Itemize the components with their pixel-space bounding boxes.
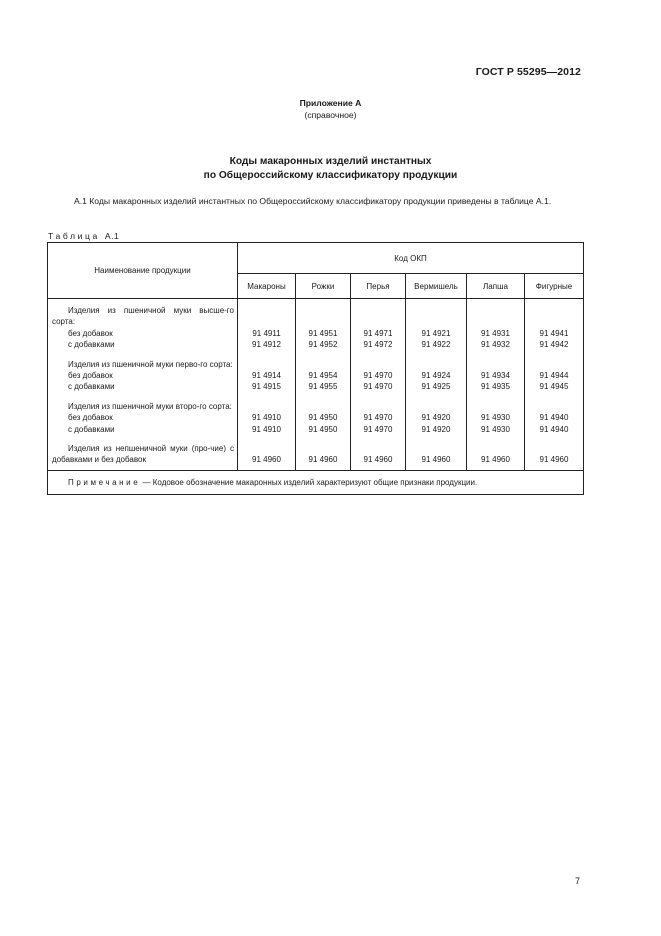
okp-code-cell: 91 4940 bbox=[525, 424, 584, 435]
table-cell bbox=[296, 393, 351, 401]
product-row-cell bbox=[48, 339, 238, 350]
okp-code-cell: 91 4970 bbox=[351, 370, 406, 381]
table-note-row bbox=[48, 470, 584, 494]
table-row bbox=[48, 370, 584, 381]
okp-code-cell: 91 4960 bbox=[238, 443, 296, 470]
product-group-title: Изделия из пшеничной муки второ-го сорта: bbox=[68, 401, 232, 411]
product-row-cell bbox=[48, 381, 238, 392]
product-group-title: Изделия из непшеничной муки (про-чие) с добавками и без добавок bbox=[52, 444, 234, 465]
okp-code-cell: 91 4921 bbox=[406, 328, 467, 339]
section-title bbox=[0, 155, 661, 183]
okp-code-cell: 91 4972 bbox=[351, 339, 406, 350]
section-title-line1: Коды макаронных изделий инстантных bbox=[229, 156, 432, 167]
code-cell bbox=[406, 401, 467, 412]
okp-code-cell: 91 4955 bbox=[296, 381, 351, 392]
code-cell bbox=[406, 359, 467, 370]
okp-code-cell: 91 4910 bbox=[238, 412, 296, 423]
page-number: 7 bbox=[575, 876, 581, 886]
table-cell bbox=[238, 351, 296, 359]
product-group-title: Изделия из пшеничной муки перво-го сорта: bbox=[68, 359, 233, 369]
code-cell bbox=[351, 299, 406, 328]
table-note-text: — Кодовое обозначение макаронных изделий характеризуют общие признаки продукции. bbox=[140, 477, 478, 487]
intro-paragraph bbox=[48, 195, 581, 208]
appendix-title: Приложение А bbox=[299, 98, 362, 108]
table-row bbox=[48, 424, 584, 435]
table-cell bbox=[525, 393, 584, 401]
code-cell bbox=[467, 401, 525, 412]
code-cell bbox=[351, 359, 406, 370]
column-header: Рожки bbox=[296, 274, 351, 299]
table-note bbox=[48, 470, 584, 494]
table-spacer-row bbox=[48, 351, 584, 359]
section-title-line2: по Общероссийскому классификатору продукции bbox=[203, 170, 458, 181]
product-row-cell bbox=[48, 370, 238, 381]
code-cell bbox=[525, 359, 584, 370]
product-row-cell bbox=[48, 424, 238, 435]
okp-code-cell: 91 4915 bbox=[238, 381, 296, 392]
table-spacer-row bbox=[48, 393, 584, 401]
table-cell bbox=[467, 351, 525, 359]
okp-code-cell: 91 4910 bbox=[238, 424, 296, 435]
table-cell bbox=[48, 393, 238, 401]
table-caption-label: Таблица bbox=[48, 231, 100, 241]
product-group-cell bbox=[48, 443, 238, 470]
okp-code-cell: 91 4931 bbox=[467, 328, 525, 339]
table-cell bbox=[525, 435, 584, 443]
column-header: Макароны bbox=[238, 274, 296, 299]
okp-code-cell: 91 4951 bbox=[296, 328, 351, 339]
okp-code-cell: 91 4930 bbox=[467, 412, 525, 423]
code-cell bbox=[467, 299, 525, 328]
okp-codes-table bbox=[47, 242, 584, 495]
table-cell bbox=[238, 393, 296, 401]
code-cell bbox=[467, 359, 525, 370]
product-row-cell bbox=[48, 328, 238, 339]
okp-code-cell: 91 4960 bbox=[351, 443, 406, 470]
product-row-label: с добавками bbox=[68, 382, 115, 392]
okp-code-cell: 91 4960 bbox=[525, 443, 584, 470]
okp-code-cell: 91 4970 bbox=[351, 412, 406, 423]
table-cell bbox=[238, 435, 296, 443]
code-cell bbox=[296, 359, 351, 370]
product-row-label: без добавок bbox=[68, 371, 113, 381]
appendix-heading bbox=[0, 98, 661, 121]
intro-text: А.1 Коды макаронных изделий инстантных по Общероссийскому классификатору продукции приведены в таблице А.1. bbox=[74, 196, 552, 206]
okp-code-cell: 91 4920 bbox=[406, 412, 467, 423]
okp-code-cell: 91 4935 bbox=[467, 381, 525, 392]
product-row-label: без добавок bbox=[68, 413, 113, 423]
okp-code-cell: 91 4924 bbox=[406, 370, 467, 381]
column-header-name: Наименование продукции bbox=[48, 243, 238, 299]
table-cell bbox=[406, 435, 467, 443]
table-caption-number: А.1 bbox=[104, 231, 120, 241]
product-row-label: с добавками bbox=[68, 424, 115, 434]
okp-code-cell: 91 4942 bbox=[525, 339, 584, 350]
okp-code-cell: 91 4960 bbox=[296, 443, 351, 470]
table-row bbox=[48, 381, 584, 392]
okp-code-cell: 91 4930 bbox=[467, 424, 525, 435]
okp-code-cell: 91 4971 bbox=[351, 328, 406, 339]
table-row bbox=[48, 339, 584, 350]
product-group-cell bbox=[48, 359, 238, 370]
table-cell bbox=[406, 351, 467, 359]
okp-code-cell: 91 4911 bbox=[238, 328, 296, 339]
product-group-cell bbox=[48, 299, 238, 328]
okp-code-cell: 91 4952 bbox=[296, 339, 351, 350]
okp-code-cell: 91 4922 bbox=[406, 339, 467, 350]
code-cell bbox=[525, 401, 584, 412]
table-note-label: Примечание bbox=[68, 477, 141, 487]
okp-code-cell: 91 4970 bbox=[351, 424, 406, 435]
code-cell bbox=[296, 401, 351, 412]
table-spacer-row bbox=[48, 435, 584, 443]
table-cell bbox=[48, 351, 238, 359]
okp-code-cell: 91 4970 bbox=[351, 381, 406, 392]
appendix-subtitle: (справочное) bbox=[304, 109, 357, 120]
okp-code-cell: 91 4925 bbox=[406, 381, 467, 392]
product-row-cell bbox=[48, 412, 238, 423]
okp-code-cell: 91 4960 bbox=[406, 443, 467, 470]
table-group-title-row bbox=[48, 359, 584, 370]
okp-code-cell: 91 4934 bbox=[467, 370, 525, 381]
okp-code-cell: 91 4944 bbox=[525, 370, 584, 381]
okp-code-cell: 91 4945 bbox=[525, 381, 584, 392]
okp-code-cell: 91 4941 bbox=[525, 328, 584, 339]
product-row-label: с добавками bbox=[68, 340, 115, 350]
product-row-label: без добавок bbox=[68, 328, 113, 338]
code-cell bbox=[238, 359, 296, 370]
code-cell bbox=[296, 299, 351, 328]
okp-code-cell: 91 4914 bbox=[238, 370, 296, 381]
table-cell bbox=[351, 393, 406, 401]
column-header: Вермишель bbox=[406, 274, 467, 299]
column-header: Перья bbox=[351, 274, 406, 299]
code-cell bbox=[238, 401, 296, 412]
code-cell bbox=[525, 299, 584, 328]
okp-code-cell: 91 4940 bbox=[525, 412, 584, 423]
okp-code-cell: 91 4912 bbox=[238, 339, 296, 350]
table-body bbox=[48, 243, 584, 495]
document-code: ГОСТ Р 55295—2012 bbox=[475, 66, 581, 78]
table-cell bbox=[525, 351, 584, 359]
okp-code-cell: 91 4932 bbox=[467, 339, 525, 350]
table-row bbox=[48, 443, 584, 470]
okp-code-cell: 91 4960 bbox=[467, 443, 525, 470]
table-cell bbox=[296, 351, 351, 359]
table-group-title-row bbox=[48, 401, 584, 412]
okp-code-cell: 91 4950 bbox=[296, 412, 351, 423]
code-cell bbox=[351, 401, 406, 412]
table-row bbox=[48, 412, 584, 423]
column-header: Лапша bbox=[467, 274, 525, 299]
table-cell bbox=[296, 435, 351, 443]
code-cell bbox=[238, 299, 296, 328]
table-cell bbox=[351, 351, 406, 359]
table-row bbox=[48, 328, 584, 339]
okp-code-cell: 91 4954 bbox=[296, 370, 351, 381]
okp-code-cell: 91 4950 bbox=[296, 424, 351, 435]
table-caption bbox=[48, 231, 119, 241]
table-group-title-row bbox=[48, 299, 584, 328]
okp-code-cell: 91 4920 bbox=[406, 424, 467, 435]
table-cell bbox=[467, 435, 525, 443]
table-header-row-1 bbox=[48, 243, 584, 274]
column-header-okp-code: Код ОКП bbox=[238, 243, 584, 274]
table-cell bbox=[351, 435, 406, 443]
product-group-cell bbox=[48, 401, 238, 412]
table-cell bbox=[467, 393, 525, 401]
table-cell bbox=[48, 435, 238, 443]
product-group-title: Изделия из пшеничной муки высше-го сорта: bbox=[52, 306, 234, 327]
code-cell bbox=[406, 299, 467, 328]
column-header: Фигурные bbox=[525, 274, 584, 299]
table-cell bbox=[406, 393, 467, 401]
